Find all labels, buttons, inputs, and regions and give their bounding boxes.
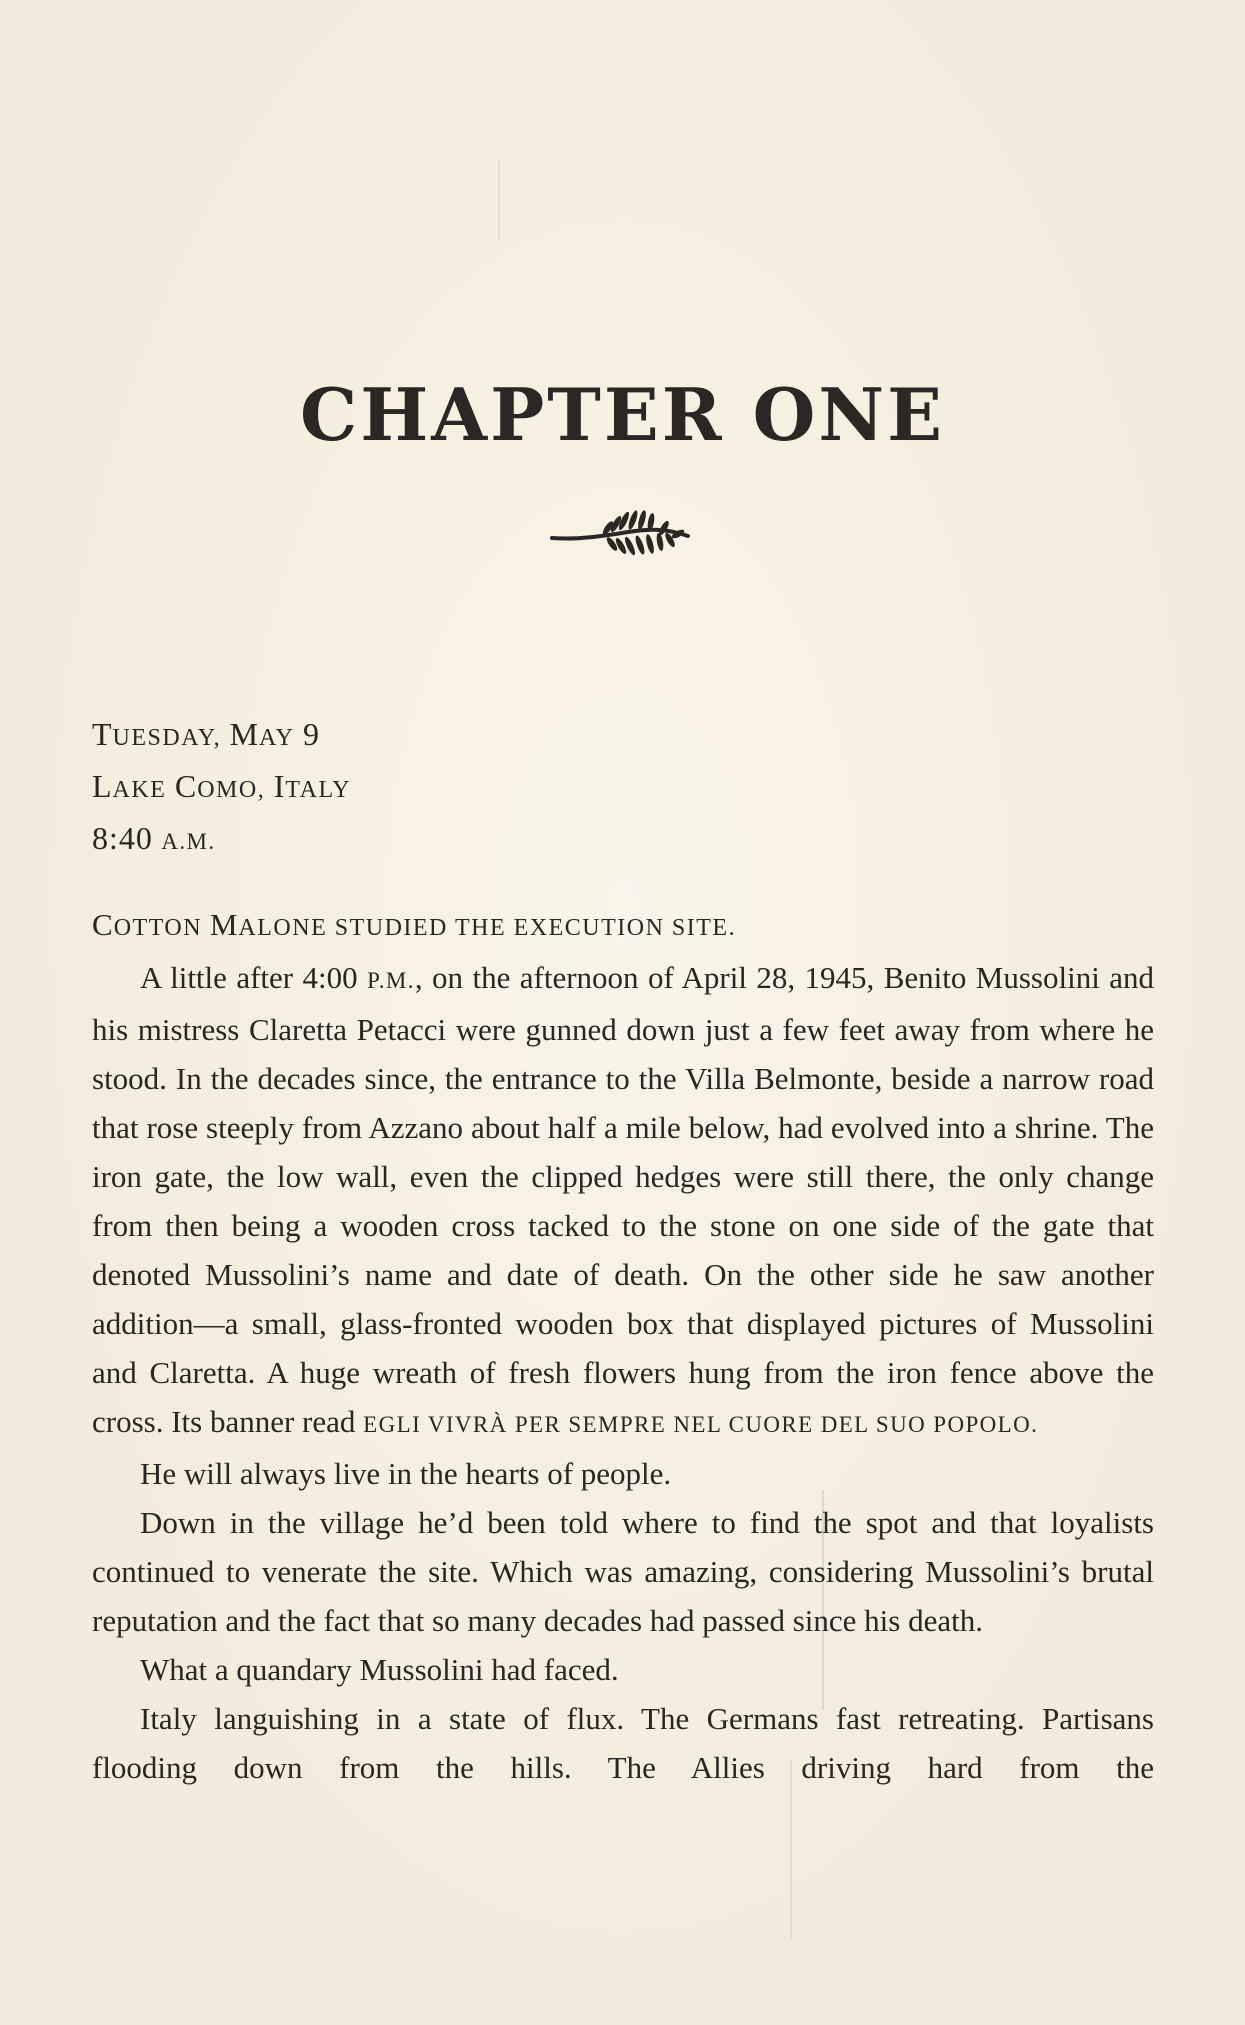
time-number: 8:40 <box>92 820 153 856</box>
lead-rest-1: OTTON <box>113 915 203 941</box>
country-rest: TALY <box>285 777 352 803</box>
page-crease-top <box>498 160 500 240</box>
place1-rest: AKE <box>112 777 167 803</box>
place1-initial: L <box>92 768 113 804</box>
paragraph-1-rest: , on the afternoon of April 28, 1945, Benito Mussolini and his mistress Claretta Petacci were gunned down just a few feet away from where he stood. In the decades since, the entrance to the Villa Belmonte, beside a narrow road that rose steeply from Azzano about half a mile below, had evolved into a shrine. The iron gate, the low wall, even the clipped hedges were still there, the only change from then being a wooden cross tacked to the stone on one side of the gate that denoted Mussolini’s name and date of death. On the other side he saw another addition—a small, glass-fronted wooden box that displayed pictures of Mussolini and Claretta. A huge wreath of fresh flowers hung from the iron fence above the cross. Its banner read <box>92 960 1154 1439</box>
dateline-time <box>92 814 351 866</box>
month-initial: M <box>229 716 260 752</box>
lead-initial-2: M <box>209 907 239 942</box>
paragraph-4: What a quandary Mussolini had faced. <box>140 1652 619 1687</box>
place2-initial: C <box>174 768 198 804</box>
lead-initial-1: C <box>92 907 114 942</box>
wreath-banner-text: EGLI VIVRÀ PER SEMPRE NEL CUORE DEL SUO POPOLO. <box>363 1412 1039 1437</box>
paragraph-1-pm: P.M. <box>367 968 415 993</box>
dateline-place <box>92 762 351 814</box>
paragraph-1-start: A little after 4:00 <box>140 960 358 995</box>
chapter-body <box>92 900 1154 1792</box>
paragraph-1 <box>92 953 1154 1449</box>
leaf-sprig-icon <box>548 498 698 568</box>
lead-line <box>92 900 1154 953</box>
date-number: 9 <box>303 716 321 752</box>
dateline-day <box>92 710 351 762</box>
day-rest: UESDAY, <box>112 725 222 751</box>
paragraph-3: Down in the village he’d been told where to find the spot and that loyalists continued to venerate the site. Which was amazing, considering Mussolini’s brutal reputation and the fact that so many decades had passed since his death. <box>92 1505 1154 1638</box>
time-unit: A.M. <box>161 829 216 854</box>
lead-rest-2: ALONE STUDIED THE EXECUTION SITE. <box>238 915 737 941</box>
day-initial: T <box>92 716 113 752</box>
country-initial: I <box>273 768 286 804</box>
paragraph-5: Italy languishing in a state of flux. The Germans fast retreating. Partisans flooding down from the hills. The Allies driving hard from the <box>92 1701 1154 1785</box>
paragraph-2: He will always live in the hearts of people. <box>140 1456 672 1491</box>
month-rest: AY <box>259 725 295 751</box>
chapter-title: CHAPTER ONE <box>299 372 946 457</box>
dateline <box>92 710 351 866</box>
place2-rest: OMO, <box>197 777 266 803</box>
